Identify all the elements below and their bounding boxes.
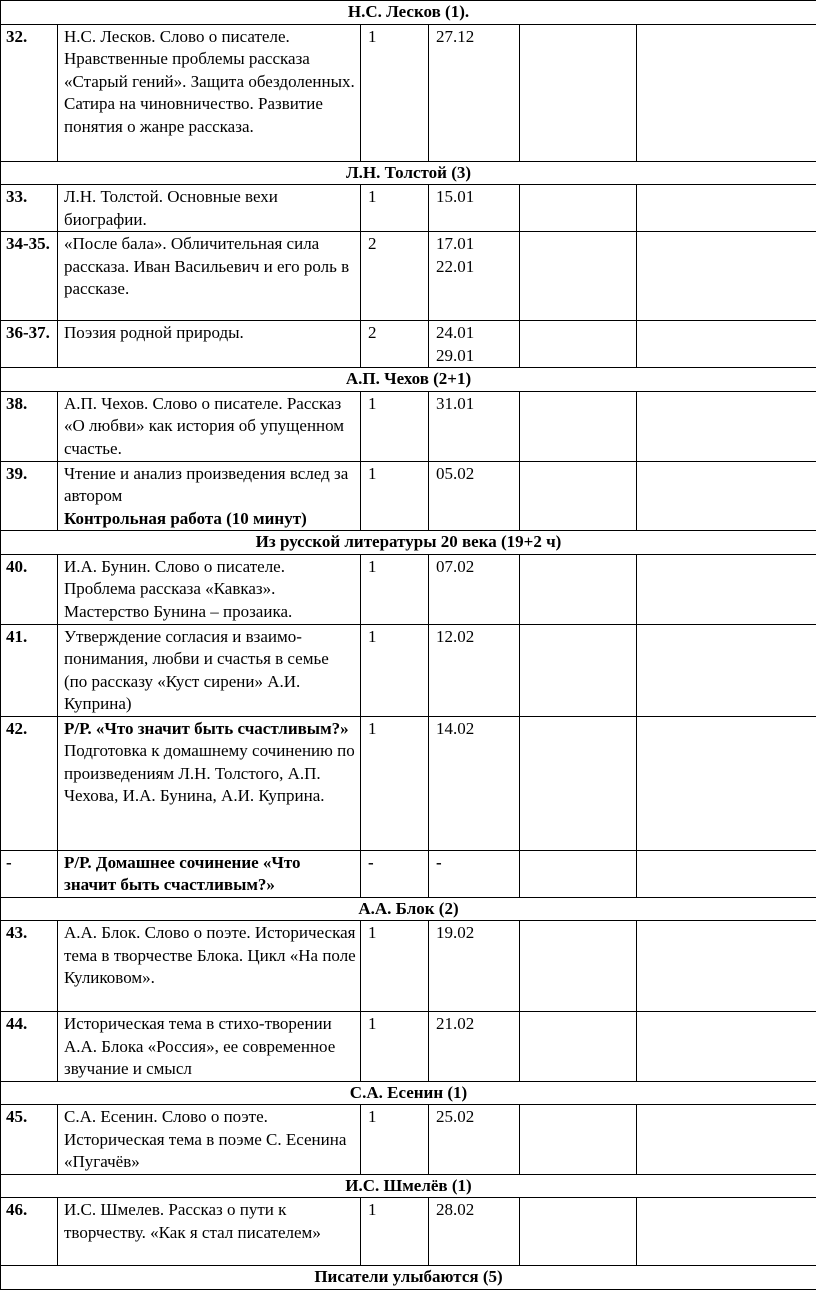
- table-row: [1, 921, 816, 1012]
- lesson-date: -: [429, 850, 520, 897]
- lesson-date: 21.02: [429, 1012, 520, 1082]
- lesson-topic: Поэзия родной природы.: [58, 321, 361, 368]
- section-row: [1, 368, 816, 392]
- lesson-hours: 1: [361, 716, 429, 850]
- empty-cell: [637, 461, 816, 531]
- lesson-dates: [429, 321, 520, 368]
- table-row: [1, 1012, 816, 1082]
- test-note: Контрольная работа (10 минут): [64, 508, 356, 531]
- empty-cell: [520, 1105, 637, 1175]
- lesson-hours: 1: [361, 554, 429, 624]
- empty-cell: [520, 1198, 637, 1266]
- lesson-number: 44.: [1, 1012, 58, 1082]
- lesson-date: 29.01: [436, 345, 515, 368]
- lesson-date: 19.02: [429, 921, 520, 1012]
- empty-cell: [520, 624, 637, 716]
- section-title: И.С. Шмелёв (1): [1, 1174, 816, 1198]
- lesson-number: 42.: [1, 716, 58, 850]
- lesson-number: 39.: [1, 461, 58, 531]
- section-title: Из русской литературы 20 века (19+2 ч): [1, 531, 816, 555]
- empty-cell: [520, 554, 637, 624]
- empty-cell: [520, 391, 637, 461]
- lesson-topic: Л.Н. Толстой. Основные вехи биографии.: [58, 185, 361, 232]
- empty-cell: [520, 461, 637, 531]
- table-row: [1, 850, 816, 897]
- empty-cell: [637, 24, 816, 161]
- table-row: [1, 624, 816, 716]
- empty-cell: [637, 1198, 816, 1266]
- lesson-topic-text: Чтение и анализ произведения вслед за автором: [64, 464, 348, 506]
- section-title: А.П. Чехов (2+1): [1, 368, 816, 392]
- lesson-number: -: [1, 850, 58, 897]
- lesson-topic: «После бала». Обличительная сила рассказа. Иван Васильевич и его роль в рассказе.: [58, 232, 361, 321]
- empty-cell: [637, 391, 816, 461]
- lesson-date: 14.02: [429, 716, 520, 850]
- lesson-topic: [58, 461, 361, 531]
- section-row: [1, 1081, 816, 1105]
- empty-cell: [637, 921, 816, 1012]
- table-row: [1, 24, 816, 161]
- lesson-hours: 1: [361, 391, 429, 461]
- lesson-topic: Н.С. Лесков. Слово о писателе. Нравственные проблемы рассказа «Старый гений». Защита обездоленных. Сатира на чиновничество. Развитие понятия о жанре рассказа.: [58, 24, 361, 161]
- lesson-date: 05.02: [429, 461, 520, 531]
- lesson-date: 27.12: [429, 24, 520, 161]
- section-row: [1, 1, 816, 25]
- lesson-hours: 1: [361, 624, 429, 716]
- table-row: [1, 321, 816, 368]
- lesson-dates: [429, 232, 520, 321]
- section-row: [1, 531, 816, 555]
- table-row: [1, 1105, 816, 1175]
- lesson-hours: 1: [361, 1198, 429, 1266]
- lesson-number: 43.: [1, 921, 58, 1012]
- empty-cell: [637, 716, 816, 850]
- empty-cell: [520, 716, 637, 850]
- lesson-date: 31.01: [429, 391, 520, 461]
- table-row: [1, 554, 816, 624]
- table-row: [1, 461, 816, 531]
- lesson-hours: -: [361, 850, 429, 897]
- lesson-hours: 1: [361, 921, 429, 1012]
- lesson-hours: 1: [361, 24, 429, 161]
- lesson-hours: 1: [361, 1012, 429, 1082]
- lesson-hours: 1: [361, 185, 429, 232]
- empty-cell: [520, 24, 637, 161]
- table-row: [1, 1198, 816, 1266]
- lesson-topic: И.А. Бунин. Слово о писателе. Проблема рассказа «Кавказ». Мастерство Бунина – прозаика.: [58, 554, 361, 624]
- section-title: Писатели улыбаются (5): [1, 1266, 816, 1290]
- empty-cell: [637, 850, 816, 897]
- section-row: [1, 897, 816, 921]
- lesson-number: 41.: [1, 624, 58, 716]
- lesson-date: 28.02: [429, 1198, 520, 1266]
- table-row: [1, 232, 816, 321]
- section-row: [1, 1266, 816, 1290]
- empty-cell: [520, 232, 637, 321]
- empty-cell: [637, 554, 816, 624]
- section-title: С.А. Есенин (1): [1, 1081, 816, 1105]
- lesson-number: 34-35.: [1, 232, 58, 321]
- empty-cell: [637, 624, 816, 716]
- lesson-topic: А.П. Чехов. Слово о писателе. Рассказ «О любви» как история об упущенном счастье.: [58, 391, 361, 461]
- lesson-number: 40.: [1, 554, 58, 624]
- section-title: Н.С. Лесков (1).: [1, 1, 816, 25]
- empty-cell: [637, 232, 816, 321]
- lesson-date: 25.02: [429, 1105, 520, 1175]
- empty-cell: [637, 1012, 816, 1082]
- lesson-date: 22.01: [436, 256, 515, 279]
- lesson-topic-text: Подготовка к домашнему сочинению по произведениям Л.Н. Толстого, А.П. Чехова, И.А. Бунина, А.И. Куприна.: [64, 741, 355, 805]
- lesson-number: 38.: [1, 391, 58, 461]
- lesson-hours: 2: [361, 232, 429, 321]
- table-row: [1, 391, 816, 461]
- empty-cell: [520, 1012, 637, 1082]
- lesson-hours: 1: [361, 461, 429, 531]
- lesson-number: 36-37.: [1, 321, 58, 368]
- lesson-topic: И.С. Шмелев. Рассказ о пути к творчеству. «Как я стал писателем»: [58, 1198, 361, 1266]
- empty-cell: [520, 850, 637, 897]
- lesson-date: 07.02: [429, 554, 520, 624]
- lesson-hours: 1: [361, 1105, 429, 1175]
- lesson-number: 33.: [1, 185, 58, 232]
- lesson-topic: [58, 716, 361, 850]
- lesson-date: 15.01: [429, 185, 520, 232]
- section-row: [1, 161, 816, 185]
- table-row: [1, 716, 816, 850]
- empty-cell: [520, 185, 637, 232]
- lesson-topic-bold: Р/Р. «Что значит быть счастливым?»: [64, 719, 349, 738]
- lesson-date: 12.02: [429, 624, 520, 716]
- section-row: [1, 1174, 816, 1198]
- lesson-number: 45.: [1, 1105, 58, 1175]
- lesson-topic: Утверждение согласия и взаимо-понимания, любви и счастья в семье (по рассказу «Куст сирени» А.И. Куприна): [58, 624, 361, 716]
- lesson-date: 17.01: [436, 233, 515, 256]
- section-title: А.А. Блок (2): [1, 897, 816, 921]
- table-row: [1, 185, 816, 232]
- lesson-number: 46.: [1, 1198, 58, 1266]
- lesson-topic: Историческая тема в стихо-творении А.А. Блока «Россия», ее современное звучание и смысл: [58, 1012, 361, 1082]
- section-title: Л.Н. Толстой (3): [1, 161, 816, 185]
- lesson-number: 32.: [1, 24, 58, 161]
- empty-cell: [637, 185, 816, 232]
- lesson-hours: 2: [361, 321, 429, 368]
- lesson-topic: С.А. Есенин. Слово о поэте. Историческая тема в поэме С. Есенина «Пугачёв»: [58, 1105, 361, 1175]
- lesson-topic: Р/Р. Домашнее сочинение «Что значит быть счастливым?»: [58, 850, 361, 897]
- empty-cell: [520, 321, 637, 368]
- empty-cell: [637, 321, 816, 368]
- lesson-date: 24.01: [436, 322, 515, 345]
- empty-cell: [637, 1105, 816, 1175]
- lesson-topic: А.А. Блок. Слово о поэте. Историческая тема в творчестве Блока. Цикл «На поле Куликовом».: [58, 921, 361, 1012]
- empty-cell: [520, 921, 637, 1012]
